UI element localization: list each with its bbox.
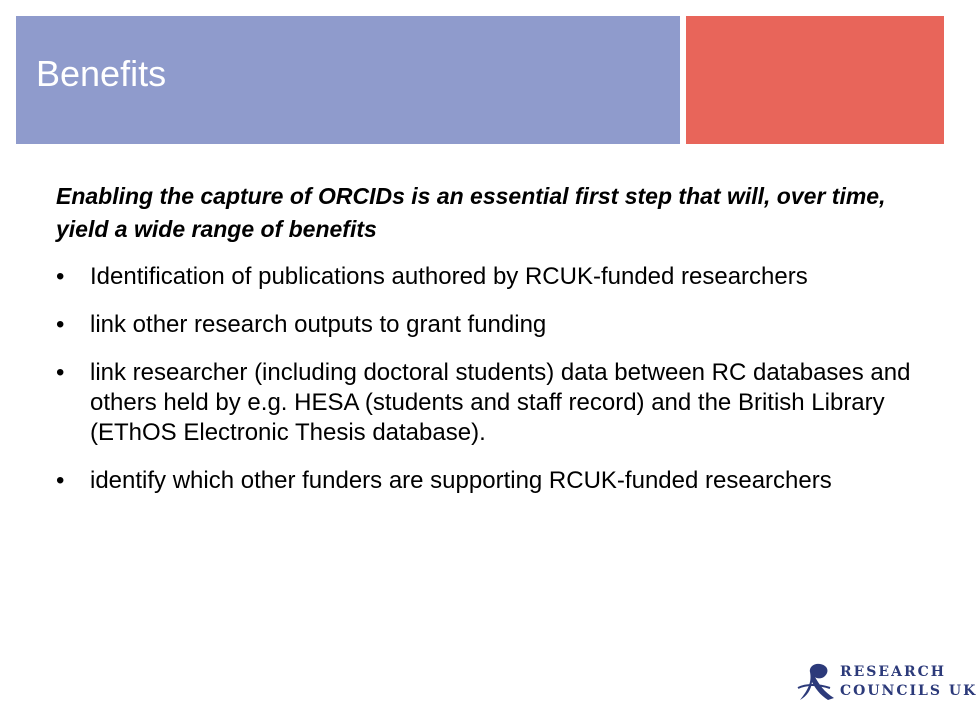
bullet-item (56, 466, 936, 496)
bullet-icon: • (56, 263, 65, 290)
logo-text-line1: RESEARCH (840, 664, 946, 680)
bullet-text: link other research outputs to grant funding (90, 311, 547, 338)
bullet-icon: • (56, 359, 65, 386)
bullet-item (56, 262, 936, 292)
accent-block (686, 16, 944, 144)
bullet-text: identify which other funders are supporting RCUK-funded researchers (90, 467, 832, 494)
bullet-icon: • (56, 311, 65, 338)
rcuk-logo (794, 660, 977, 704)
bullet-item (56, 358, 936, 448)
slide-content (56, 180, 936, 514)
bullet-list (56, 262, 936, 496)
bullet-item (56, 310, 936, 340)
bullet-text: Identification of publications authored by RCUK-funded researchers (90, 263, 808, 290)
bullet-icon: • (56, 467, 65, 494)
slide-title: Benefits (36, 53, 167, 94)
logo-text-line2: COUNCILS UK (840, 683, 977, 699)
bullet-text: link researcher (including doctoral students) data between RC databases and others held by e.g. HESA (students and staff record) and the British Library (EThOS Electronic Thesis database). (90, 359, 911, 446)
intro-text: Enabling the capture of ORCIDs is an essential first step that will, over time, yield a wide range of benefits (56, 183, 886, 242)
rcuk-logo-icon (794, 660, 836, 704)
